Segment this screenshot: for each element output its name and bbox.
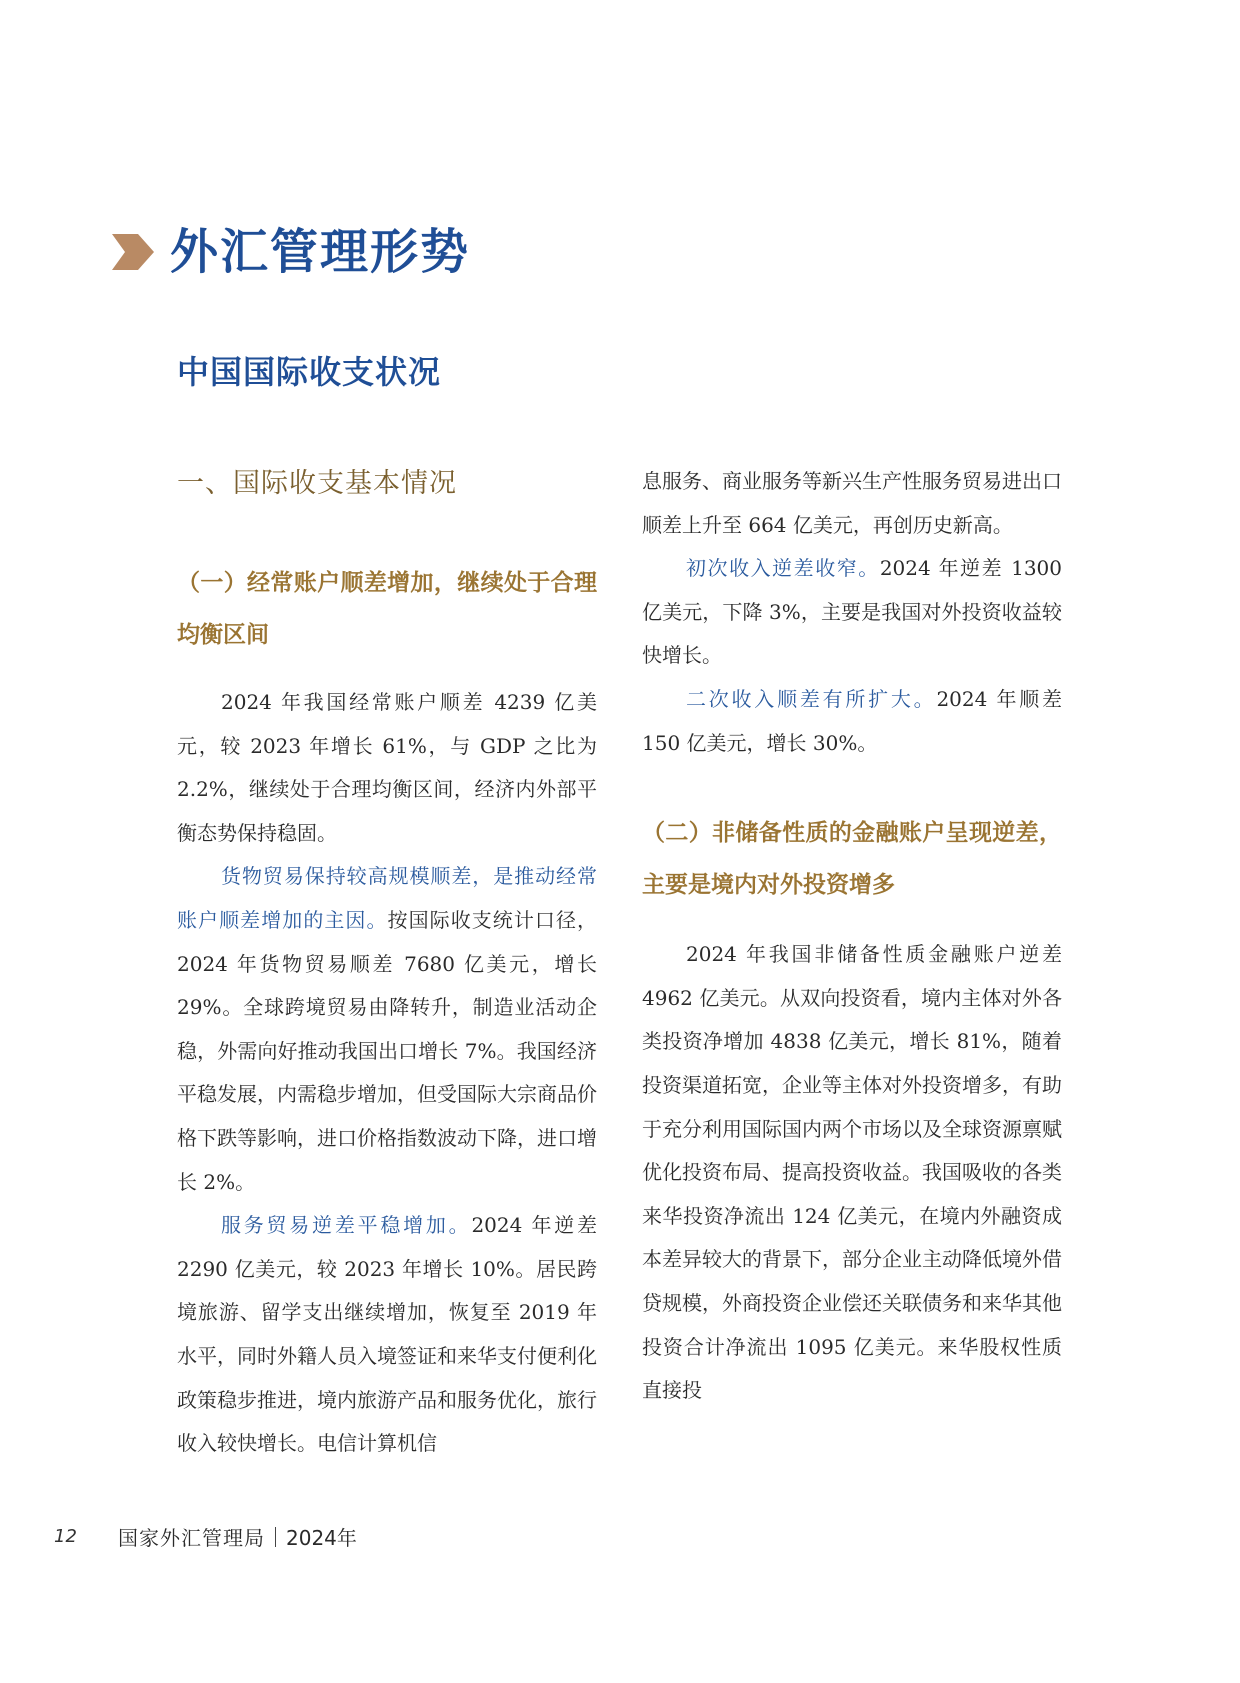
right-column bbox=[642, 460, 1062, 1413]
paragraph-financial-account: 2024 年我国非储备性质金融账户逆差 4962 亿美元。从双向投资看，境内主体对外各类投资净增加 4838 亿美元，增长 81%，随着投资渠道拓宽，企业等主体对外投资增多，有助于充分利用国际国内两个市场以及全球资源禀赋优化投资布局、提高投资收益。我国吸收的各类来华投资净流出 124 亿美元，在境内外融资成本差异较大的背景下，部分企业主动降低境外借贷规模，外商投资企业偿还关联债务和来华其他投资合计净流出 1095 亿美元。来华股权性质直接投 bbox=[642, 942, 1062, 1403]
footer-divider bbox=[275, 1527, 276, 1547]
organization-name: 国家外汇管理局 bbox=[118, 1526, 265, 1550]
paragraph-current-account: 2024 年我国经常账户顺差 4239 亿美元，较 2023 年增长 61%，与 GDP 之比为 2.2%，继续处于合理均衡区间，经济内外部平衡态势保持稳固。 bbox=[177, 690, 597, 845]
paragraph-secondary-income bbox=[642, 678, 1062, 765]
highlight-primary-income: 初次收入逆差收窄。 bbox=[686, 556, 880, 581]
highlight-goods-trade: 货物贸易保持较高规模顺差，是推动经常账户顺差增加的主因。 bbox=[177, 864, 597, 932]
page-footer bbox=[54, 1522, 357, 1551]
heading-level1: 一、国际收支基本情况 bbox=[177, 468, 457, 499]
text-primary-income: 2024 年逆差 1300 亿美元，下降 3%，主要是我国对外投资收益较快增长。 bbox=[642, 556, 1062, 668]
heading-financial-account: （二）非储备性质的金融账户呈现逆差，主要是境内对外投资增多 bbox=[642, 819, 1062, 899]
text-secondary-income: 2024 年顺差 150 亿美元，增长 30%。 bbox=[642, 686, 1062, 755]
paragraph-services-trade-continued: 息服务、商业服务等新兴生产性服务贸易进出口顺差上升至 664 亿美元，再创历史新高。 bbox=[642, 469, 1062, 537]
highlight-services-trade: 服务贸易逆差平稳增加。 bbox=[221, 1213, 472, 1238]
chapter-title-text: 外汇管理形势 bbox=[170, 224, 471, 280]
highlight-secondary-income: 二次收入顺差有所扩大。 bbox=[686, 686, 937, 711]
chapter-title bbox=[112, 224, 471, 280]
report-year: 2024年 bbox=[286, 1526, 357, 1550]
text-goods-trade: 按国际收支统计口径，2024 年货物贸易顺差 7680 亿美元，增长 29%。全球跨境贸易由降转升，制造业活动企稳，外需向好推动我国出口增长 7%。我国经济平稳发展，内需稳步增加，但受国际大宗商品价格下跌等影响，进口价格指数波动下降，进口增长 2%。 bbox=[177, 907, 598, 1194]
page-number: 12 bbox=[54, 1526, 77, 1547]
paragraph-services-trade bbox=[177, 1204, 597, 1466]
paragraph-primary-income bbox=[642, 547, 1062, 678]
section-title: 中国国际收支状况 bbox=[177, 353, 442, 391]
text-services-trade: 2024 年逆差 2290 亿美元，较 2023 年增长 10%。居民跨境旅游、留学支出继续增加，恢复至 2019 年水平，同时外籍人员入境签证和来华支付便利化政策稳步推进，境内旅游产品和服务优化，旅行收入较快增长。电信计算机信 bbox=[177, 1213, 597, 1456]
paragraph-goods-trade bbox=[177, 855, 597, 1204]
heading-current-account: （一）经常账户顺差增加，继续处于合理均衡区间 bbox=[177, 569, 597, 648]
chevron-right-icon bbox=[112, 234, 154, 270]
left-column bbox=[177, 460, 597, 1466]
